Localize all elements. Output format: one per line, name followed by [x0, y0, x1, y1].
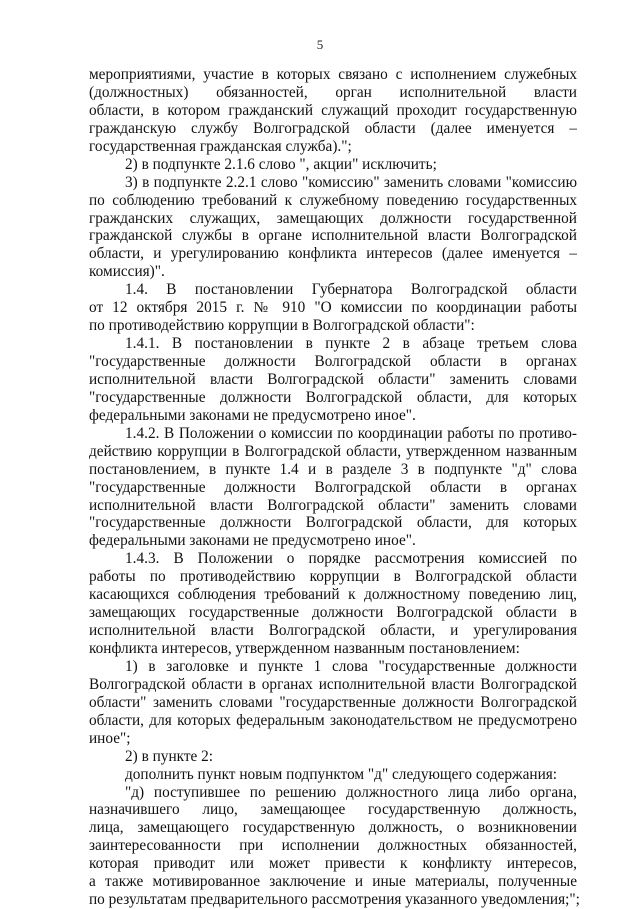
paragraph: [89, 425, 577, 551]
text-line: 2) в подпункте 2.1.6 слово ", акции" исключить;: [89, 156, 577, 174]
text-line: области, для которых федеральным законодательством не предусмотрено: [89, 712, 577, 730]
text-line: дополнить пункт новым подпунктом "д" следующего содержания:: [89, 766, 577, 784]
text-line: 3) в подпункте 2.2.1 слово "комиссию" заменить словами "комиссию: [89, 174, 577, 192]
text-line: заинтересованности при исполнении должностных обязанностей,: [89, 837, 577, 855]
text-line: иное";: [89, 730, 577, 748]
text-line: (должностных) обязанностей, орган исполнительной власти: [89, 84, 577, 102]
text-line: 1.4. В постановлении Губернатора Волгоградской области: [89, 281, 577, 299]
text-line: гражданскую службу Волгоградской области (далее именуется –: [89, 120, 577, 138]
text-line: области, в котором гражданский служащий проходит государственную: [89, 102, 577, 120]
text-line: области" заменить словами "государственные должности Волгоградской: [89, 694, 577, 712]
text-line: исполнительной власти Волгоградской области, и урегулирования: [89, 622, 577, 640]
text-line: 1.4.3. В Положении о порядке рассмотрения комиссией по: [89, 550, 577, 568]
text-line: исполнительной власти Волгоградской области" заменить словами: [89, 497, 577, 515]
text-line: замещающих государственные должности Волгоградской области в: [89, 604, 577, 622]
text-line: мероприятиями, участие в которых связано с исполнением служебных: [89, 66, 577, 84]
text-line: гражданской службы в органе исполнительной власти Волгоградской: [89, 227, 577, 245]
paragraph: [89, 784, 577, 909]
document-body: [89, 66, 577, 909]
paragraph: [89, 748, 577, 766]
text-line: действию коррупции в Волгоградской области, утвержденном названным: [89, 443, 577, 461]
paragraph: [89, 766, 577, 784]
text-line: по соблюдению требований к служебному поведению государственных: [89, 192, 577, 210]
text-line: федеральными законами не предусмотрено иное".: [89, 532, 577, 550]
text-line: гражданских служащих, замещающих должности государственной: [89, 210, 577, 228]
page-number: 5: [0, 37, 640, 53]
paragraph: [89, 658, 577, 748]
paragraph: [89, 281, 577, 335]
text-line: государственная гражданская служба).";: [89, 138, 577, 156]
text-line: "государственные должности Волгоградской области в органах: [89, 479, 577, 497]
paragraph: [89, 156, 577, 174]
paragraph: [89, 335, 577, 425]
text-line: по противодействию коррупции в Волгоградской области":: [89, 317, 577, 335]
text-line: федеральными законами не предусмотрено иное".: [89, 407, 577, 425]
text-line: 1.4.2. В Положении о комиссии по координации работы по противо-: [89, 425, 577, 443]
text-line: конфликта интересов, утвержденном названным постановлением:: [89, 640, 577, 658]
text-line: которая приводит или может привести к конфликту интересов,: [89, 855, 577, 873]
text-line: 2) в пункте 2:: [89, 748, 577, 766]
text-line: "государственные должности Волгоградской области, для которых: [89, 389, 577, 407]
text-line: "государственные должности Волгоградской области, для которых: [89, 514, 577, 532]
paragraph: [89, 550, 577, 658]
text-line: 1) в заголовке и пункте 1 слова "государственные должности: [89, 658, 577, 676]
text-line: "д) поступившее по решению должностного лица либо органа,: [89, 784, 577, 802]
text-line: "государственные должности Волгоградской области в органах: [89, 353, 577, 371]
text-line: комиссия)".: [89, 263, 577, 281]
text-line: области, и урегулированию конфликта интересов (далее именуется –: [89, 245, 577, 263]
paragraph: [89, 66, 577, 156]
text-line: по результатам предварительного рассмотрения указанного уведомления;";: [89, 891, 577, 909]
text-line: 1.4.1. В постановлении в пункте 2 в абзаце третьем слова: [89, 335, 577, 353]
text-line: исполнительной власти Волгоградской области" заменить словами: [89, 371, 577, 389]
paragraph: [89, 174, 577, 282]
text-line: лица, замещающего государственную должность, о возникновении: [89, 819, 577, 837]
text-line: работы по противодействию коррупции в Волгоградской области: [89, 568, 577, 586]
text-line: касающихся соблюдения требований к должностному поведению лиц,: [89, 586, 577, 604]
text-line: Волгоградской области в органах исполнительной власти Волгоградской: [89, 676, 577, 694]
text-line: а также мотивированное заключение и иные материалы, полученные: [89, 873, 577, 891]
text-line: назначившего лицо, замещающее государственную должность,: [89, 801, 577, 819]
text-line: постановлением, в пункте 1.4 и в разделе 3 в подпункте "д" слова: [89, 461, 577, 479]
text-line: от 12 октября 2015 г. № 910 "О комиссии по координации работы: [89, 299, 577, 317]
